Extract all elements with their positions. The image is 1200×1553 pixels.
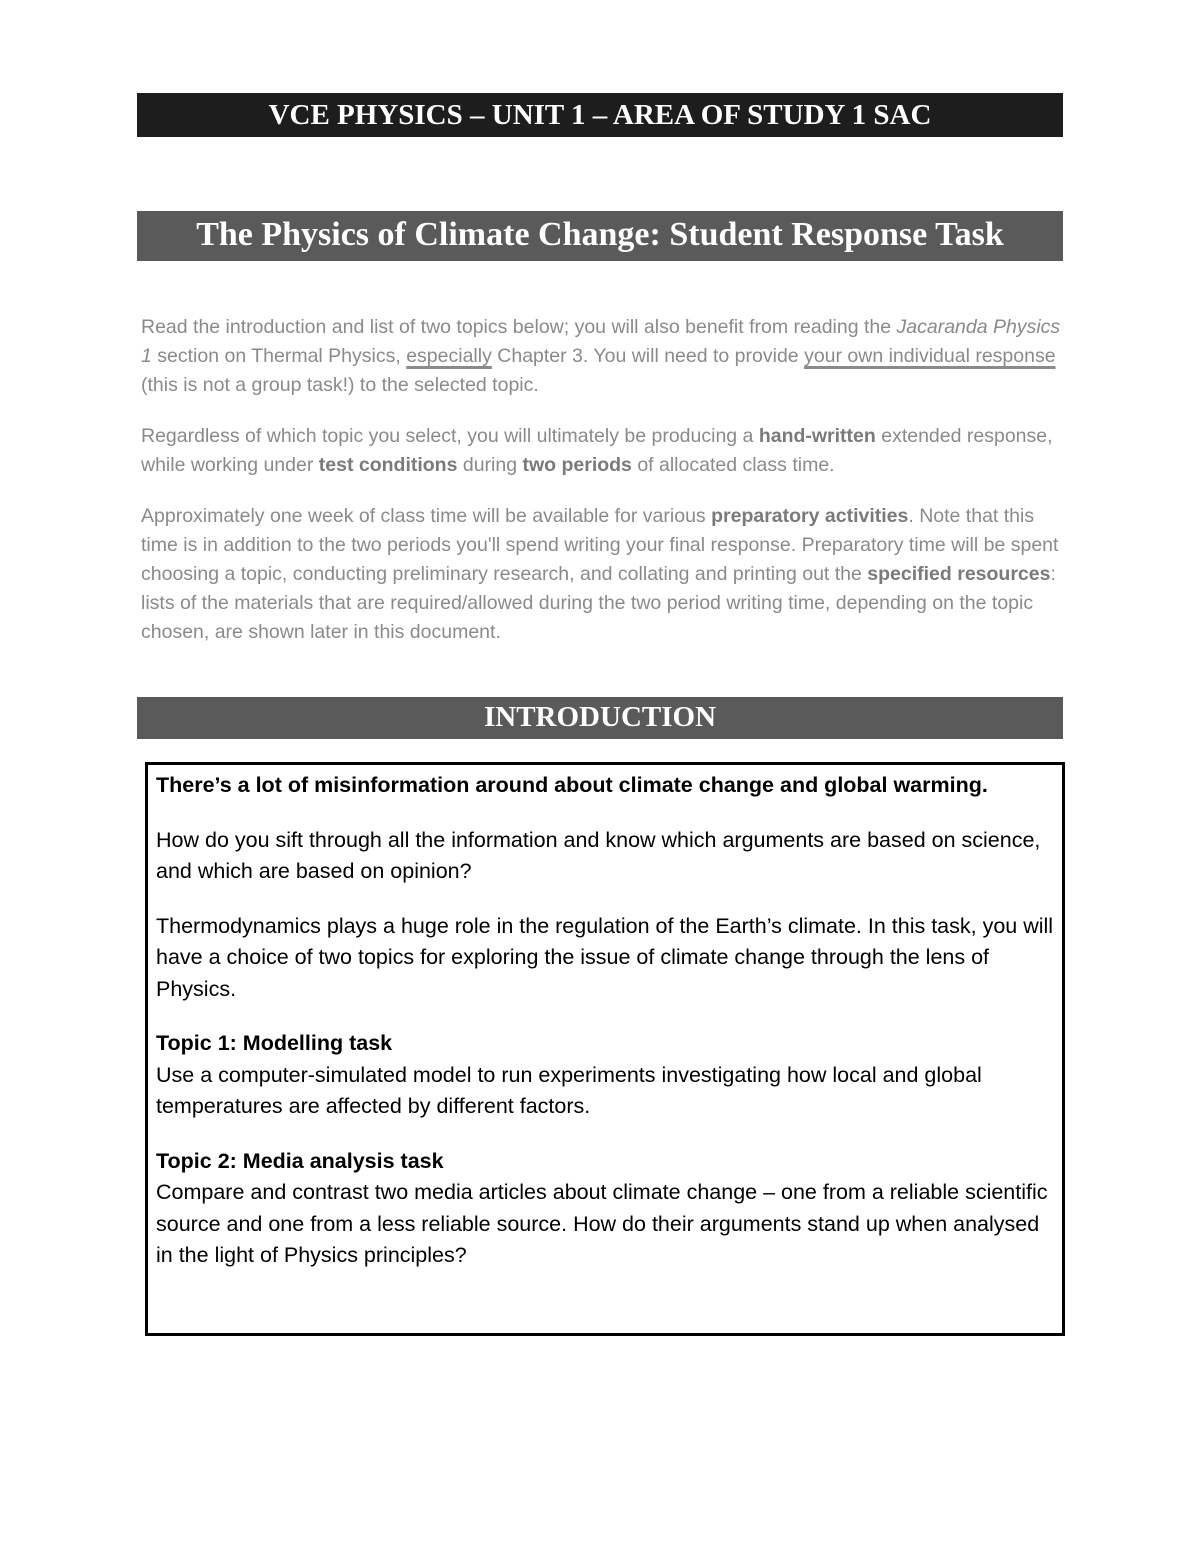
test-conditions-emphasis: test conditions xyxy=(318,454,458,476)
instructions-paragraph-2 xyxy=(141,422,1066,480)
p1-text-2: section on Thermal Physics, xyxy=(151,345,407,367)
hand-written-emphasis: hand-written xyxy=(758,425,876,447)
p2-text-2: extended response, while working under xyxy=(141,425,1053,476)
introduction-lead: There’s a lot of misinformation around about climate change and global warming. xyxy=(156,773,988,797)
instructions-paragraph-1 xyxy=(141,313,1066,400)
p1-text-3: Chapter 3. You will need to provide xyxy=(491,345,805,367)
specified-resources-emphasis: specified resources xyxy=(867,563,1051,585)
introduction-box xyxy=(145,762,1065,1336)
unit-banner: VCE PHYSICS – UNIT 1 – AREA OF STUDY 1 SAC xyxy=(137,93,1063,137)
p2-text-4: of allocated class time. xyxy=(631,454,835,476)
introduction-context: Thermodynamics plays a huge role in the regulation of the Earth’s climate. In this task, you will have a choice of two topics for exploring the issue of climate change through the lens of Physics. xyxy=(156,913,1054,1001)
page-title: The Physics of Climate Change: Student Response Task xyxy=(137,211,1063,261)
textbook-title: Jacaranda Physics 1 xyxy=(141,316,1061,367)
introduction-heading: INTRODUCTION xyxy=(137,697,1063,739)
two-periods-emphasis: two periods xyxy=(522,454,632,476)
topic-1-text: Use a computer-simulated model to run experiments investigating how local and global temperatures are affected by different factors. xyxy=(156,1062,982,1118)
p3-text-1: Approximately one week of class time will be available for various xyxy=(141,505,712,527)
instructions-paragraph-3 xyxy=(141,502,1066,647)
instructions-section xyxy=(141,313,1066,669)
p2-text-1: Regardless of which topic you select, you will ultimately be producing a xyxy=(141,425,759,447)
p3-text-3: : lists of the materials that are required/allowed during the two period writing time, depending on the topic chosen, are shown later in this document. xyxy=(141,563,1056,643)
topic-2 xyxy=(156,1146,1054,1272)
topic-1-heading: Topic 1: Modelling task xyxy=(156,1031,393,1055)
p1-text-4: (this is not a group task!) to the selected topic. xyxy=(141,374,539,396)
introduction-question: How do you sift through all the information and know which arguments are based on science, and which are based on opinion? xyxy=(156,827,1041,883)
topic-1 xyxy=(156,1028,1054,1123)
preparatory-activities-emphasis: preparatory activities xyxy=(711,505,909,527)
topic-2-text: Compare and contrast two media articles about climate change – one from a reliable scientific source and one from a less reliable source. How do their arguments stand up when analysed in the light of Physics principles? xyxy=(156,1180,1048,1267)
topic-2-heading: Topic 2: Media analysis task xyxy=(156,1148,444,1173)
p2-text-3: during xyxy=(457,454,523,476)
p1-text-1: Read the introduction and list of two topics below; you will also benefit from reading the xyxy=(141,316,897,338)
own-response-emphasis: your own individual response xyxy=(804,345,1056,367)
especially-emphasis: especially xyxy=(406,345,492,367)
p3-text-2: . Note that this time is in addition to the two periods you'll spend writing your final response. Preparatory time will be spent choosing a topic, conducting preliminary research, and collating and printing out the xyxy=(141,505,1059,585)
